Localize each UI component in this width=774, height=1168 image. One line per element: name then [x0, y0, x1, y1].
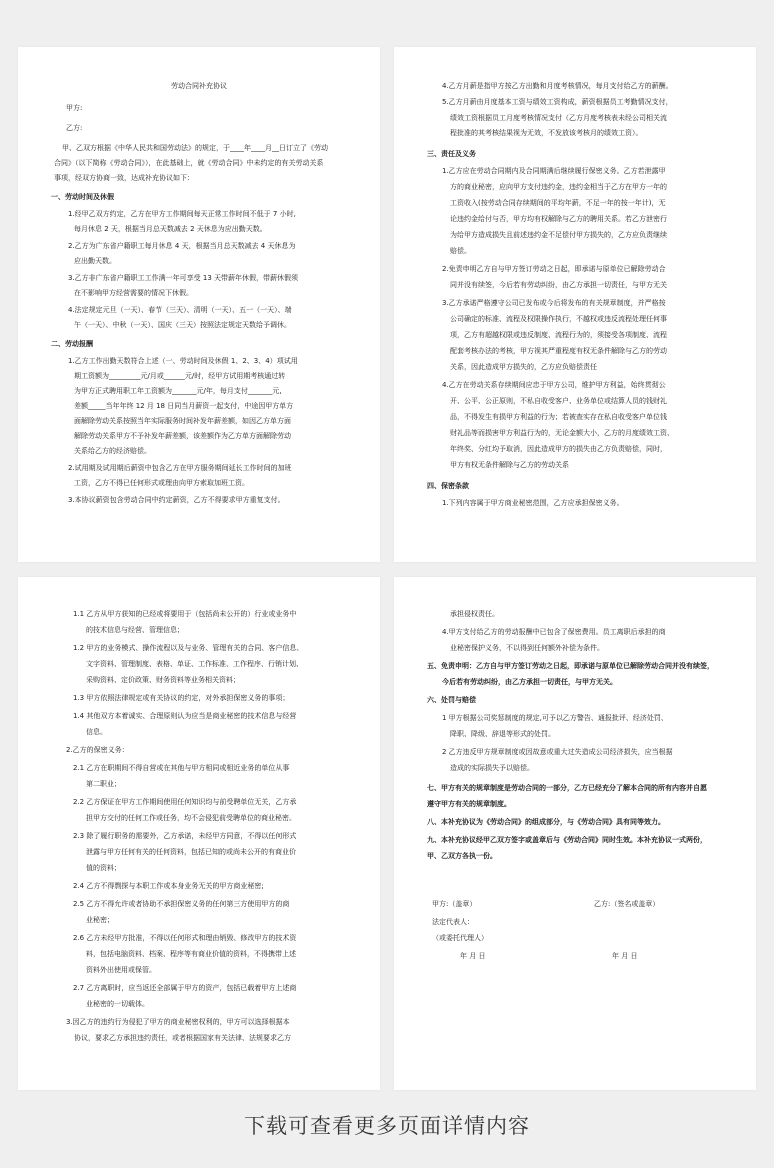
text-line: 2.乙方的保密义务： [66, 746, 129, 754]
text-line: 工资，乙方不得已任何形式或理由向甲方索取加班工资。 [74, 479, 249, 487]
text-line: 1.乙方工作出勤天数符合上述（一、劳动时间及休假 1、2、3、4）项试用 [68, 357, 298, 365]
text-line: 1.2 甲方的业务模式、操作流程以及与业务、管理有关的合同、客户信息、 [73, 644, 304, 652]
text-line: 2.2 乙方保证在甲方工作期间使用任何知识均与前受聘单位无关，乙方承 [73, 798, 297, 806]
text-line: 2 乙方违反甲方规章制度或因故意或重大过失造成公司经济损失，应当根据 [442, 748, 673, 756]
text-line: 每月休息 2 天，根据当月总天数减去 2 天休息为应出勤天数。 [74, 225, 267, 233]
text-line: 八、本补充协议为《劳动合同》的组成部分，与《劳动合同》具有同等效力。 [427, 818, 665, 826]
text-line: 2.乙方为广东省户籍职工每月休息 4 天，根据当月总天数减去 4 天休息为 [68, 242, 296, 250]
text-line: 承担侵权责任。 [450, 610, 499, 618]
text-line: 乙方: [66, 124, 83, 132]
text-line: 1.乙方应在劳动合同期内及合同期满后继续履行保密义务。乙方若泄露甲 [442, 167, 666, 175]
text-line: 1 甲方根据公司奖惩制度的规定,可予以乙方警告、通报批评、经济处罚、 [442, 714, 668, 722]
text-line: 4.法定规定元旦（一天）、春节（三天）、清明（一天）、五一（一天）、端 [68, 306, 292, 314]
text-line: 论违约金给付与否，甲方均有权解除与乙方的聘用关系。若乙方泄密行 [450, 215, 667, 223]
text-line: 1.1 乙方从甲方获知的已经或将要用于（包括尚未公开的）行业或业务中 [73, 610, 297, 618]
text-line: 五、免责申明：乙方自与甲方签订劳动之日起，即承诺与原单位已解除劳动合同并没有续签， [427, 662, 714, 670]
text-line: 2.5 乙方不得允许或者协助不承担保密义务的任何第三方使用甲方的商 [73, 900, 290, 908]
text-line: 2.7 乙方离职时，应当返还全部属于甲方的资产，包括已载着甲方上述商 [73, 984, 297, 992]
text-line: 开、公平、公正原则，不私自收受客户、业务单位或结算人员的钱财礼 [450, 397, 667, 405]
text-line: 料，包括电脑资料、档案、程序等有商业价值的资料，不得携带上述 [86, 950, 296, 958]
text-line: 资料外出使用或保管。 [86, 966, 156, 974]
text-line: 甲、乙双方根据《中华人民共和国劳动法》的规定，于____年____月__日订立了《劳动 [62, 144, 328, 152]
text-line: 年 月 日 [612, 952, 638, 960]
text-line: 项，乙方有超越权限或违反制度、流程行为的，须接受各项制度、流程 [450, 331, 667, 339]
text-line: 关系给乙方的经济赔偿。 [74, 447, 151, 455]
text-line: 业秘密保护义务，不以得到任何额外补偿为条件。 [450, 644, 604, 652]
text-line: 泄露与甲方任何有关的任何资料，包括已知的或尚未公开的有商业价 [86, 848, 296, 856]
text-line: 为甲方正式聘用职工年工资额为_______元/年，每月支付_______元, [74, 387, 282, 395]
text-line: 采购资料、定价政策、财务资料等业务相关资料； [86, 676, 240, 684]
text-line: 一、劳动时间及休假 [51, 193, 114, 201]
text-line: 今后若有劳动纠纷，由乙方承担一切责任，与甲方无关。 [442, 678, 617, 686]
text-line: 期工资额为_________元/月或______元/时，经甲方试用期考核通过转 [74, 372, 286, 380]
text-line: 财礼品等而损害甲方利益行为的，无论金额大小，乙方的月度绩效工资、 [450, 429, 674, 437]
download-more-caption: 下载可查看更多页面详情内容 [244, 1114, 530, 1138]
text-line: 2.3 除了履行职务的需要外，乙方承诺，未经甲方同意，不得以任何形式 [73, 832, 297, 840]
document-page-1 [18, 47, 380, 562]
text-line: 甲、乙双方各执一份。 [427, 852, 497, 860]
text-line: 品，不得发生有损甲方利益的行为；若被查实存在私自收受客户单位钱 [450, 413, 667, 421]
text-line: 1.下列内容属于甲方商业秘密范围，乙方应承担保密义务。 [442, 499, 624, 507]
text-line: 甲方:（盖章） [432, 900, 477, 908]
text-line: 2.1 乙方在职期间不得自营或在其他与甲方相同或相近业务的单位从事 [73, 764, 290, 772]
text-line: 六、处罚与赔偿 [427, 696, 476, 704]
text-line: 面解除劳动关系按照当年实际服务时间补发年薪差额，如因乙方单方面 [74, 417, 291, 425]
text-line: 九、本补充协议经甲乙双方签字或盖章后与《劳动合同》同时生效。本补充协议一式两份， [427, 836, 707, 844]
text-line: 工资收入(按劳动合同存续期间的平均年薪，不足一年的按一年计)，无 [450, 199, 666, 207]
text-line: 年 月 日 [460, 952, 486, 960]
text-line: 遵守甲方有关的规章制度。 [427, 800, 511, 808]
text-line: 1.经甲乙双方约定，乙方在甲方工作期间每天正常工作时间不低于 7 小时, [68, 210, 296, 218]
text-line: 程批准的其考核结果视为无效，不发放该考核月的绩效工资）。 [450, 129, 643, 137]
text-line: 1.4 其他双方本着诚实、合理原则认为应当是商业秘密的技术信息与经营 [73, 712, 297, 720]
text-line: 2.4 乙方不得剽探与本职工作或本身业务无关的甲方商业秘密; [73, 882, 264, 890]
text-line: 二、劳动报酬 [51, 340, 93, 348]
text-line: 3.乙方非广东省户籍职工工作满一年可享受 13 天带薪年休假，带薪休假须 [68, 274, 299, 282]
text-line: 担甲方交付的任何工作或任务，均不会侵犯前受聘单位的商业秘密。 [86, 814, 296, 822]
text-line: 午（一天）、中秋（一天）、国庆（三天）按照法定规定天数给予调休。 [74, 321, 291, 329]
text-line: 四、保密条款 [427, 482, 469, 490]
text-line: 造成的实际损失予以赔偿。 [450, 764, 534, 772]
text-line: 同并没有续签，今后若有劳动纠纷，由乙方承担一切责任，与甲方无关 [450, 281, 667, 289]
text-line: 业秘密的一切载体。 [86, 1000, 149, 1008]
text-line: 法定代表人： [432, 918, 474, 926]
text-line: 在不影响甲方经营需要的情况下休假。 [74, 289, 193, 297]
text-line: 三、责任及义务 [427, 150, 476, 158]
text-line: 关系，因此造成甲方损失的，乙方应负赔偿责任 [450, 363, 597, 371]
text-line: 合同》（以下简称《劳动合同》），在此基础上，就《劳动合同》中未约定的有关劳动关系 [54, 159, 324, 167]
text-line: 甲方有权无条件解除与乙方的劳动关系 [450, 461, 569, 469]
text-line: 3.因乙方的违约行为侵犯了甲方的商业秘密权利的，甲方可以选择根据本 [66, 1018, 290, 1026]
text-line: 配套考核办法的考核，甲方视其严重程度有权无条件解除与乙方的劳动 [450, 347, 667, 355]
text-line: 差额_____当年年终 12 月 18 日同当月薪资一起支付，中途因甲方单方 [74, 402, 294, 410]
text-line: 文字资料、管理制度、表格、单证、工作标准、工作程序、行销计划、 [86, 660, 303, 668]
text-line: 值的资料； [86, 864, 121, 872]
text-line: 的技术信息与经营、管理信息； [86, 626, 184, 634]
text-line: 解除劳动关系甲方不予补发年薪差额，该差额作为乙方单方面解除劳动 [74, 432, 291, 440]
text-line: 七、甲方有关的规章制度是劳动合同的一部分，乙方已经充分了解本合同的所有内容并自愿 [427, 784, 707, 792]
text-line: （或委托代理人） [432, 934, 488, 942]
document-page-4 [394, 577, 756, 1090]
text-line: 信息。 [86, 728, 107, 736]
text-line: 甲方: [66, 104, 83, 112]
text-line: 业秘密； [86, 916, 114, 924]
text-line: 方的商业秘密，应向甲方支付违约金，违约金相当于乙方在甲方一年的 [450, 183, 667, 191]
text-line: 4.乙方在劳动关系存续期间应忠于甲方公司，维护甲方利益，始终贯彻公 [442, 381, 666, 389]
text-line: 降职、降级、辞退等形式的处罚。 [450, 730, 555, 738]
text-line: 3.本协议薪资包含劳动合同中约定薪资，乙方不得要求甲方重复支付。 [68, 496, 285, 504]
text-line: 乙方:（签名或盖章） [594, 900, 660, 908]
text-line: 应出勤天数。 [74, 257, 116, 265]
text-line: 5.乙方月薪由月度基本工资与绩效工资构成，薪资根据员工考勤情况支付， [442, 98, 673, 106]
text-line: 事项，经双方协商一致，达成补充协议如下： [54, 174, 194, 182]
text-line: 2.免责申明乙方自与甲方签订劳动之日起，即承诺与原单位已解除劳动合 [442, 265, 666, 273]
text-line: 赔偿。 [450, 247, 471, 255]
text-line: 绩效工资根据员工月度考核情况支付（乙方月度考核表未经公司相关流 [450, 114, 667, 122]
text-line: 4.甲方支付给乙方的劳动报酬中已包含了保密费用。员工离职后承担的商 [442, 628, 666, 636]
text-line: 2.试用期及试用期后薪资中包含乙方在甲方服务期间延长工作时间的加班 [68, 464, 292, 472]
text-line: 4.乙方月薪是指甲方按乙方出勤和月度考核情况，每月支付给乙方的薪酬。 [442, 82, 673, 90]
text-line: 协议，要求乙方承担违约责任，或者根据国家有关法律、法规要求乙方 [74, 1034, 291, 1042]
document-page-3 [18, 577, 380, 1090]
text-line: 第二职业； [86, 780, 121, 788]
text-line: 3.乙方承诺严格遵守公司已发布或今后将发布的有关规章制度，并严格按 [442, 299, 666, 307]
text-line: 公司确定的标准、流程及权限操作执行，不越权或违反流程处理任何事 [450, 315, 667, 323]
document-page-2 [394, 47, 756, 562]
text-line: 年终奖、分红均予取消，因此造成甲方的损失由乙方负责赔偿，同时， [450, 445, 667, 453]
document-title: 劳动合同补充协议 [171, 82, 227, 90]
text-line: 1.3 甲方依照法律规定或有关协议的约定，对外承担保密义务的事项； [73, 694, 290, 702]
text-line: 2.6 乙方未经甲方批准，不得以任何形式和理由销毁、修改甲方的技术资 [73, 934, 297, 942]
text-line: 为给甲方造成损失且前述违约金不足偿付甲方损失的，乙方应负责继续 [450, 231, 667, 239]
